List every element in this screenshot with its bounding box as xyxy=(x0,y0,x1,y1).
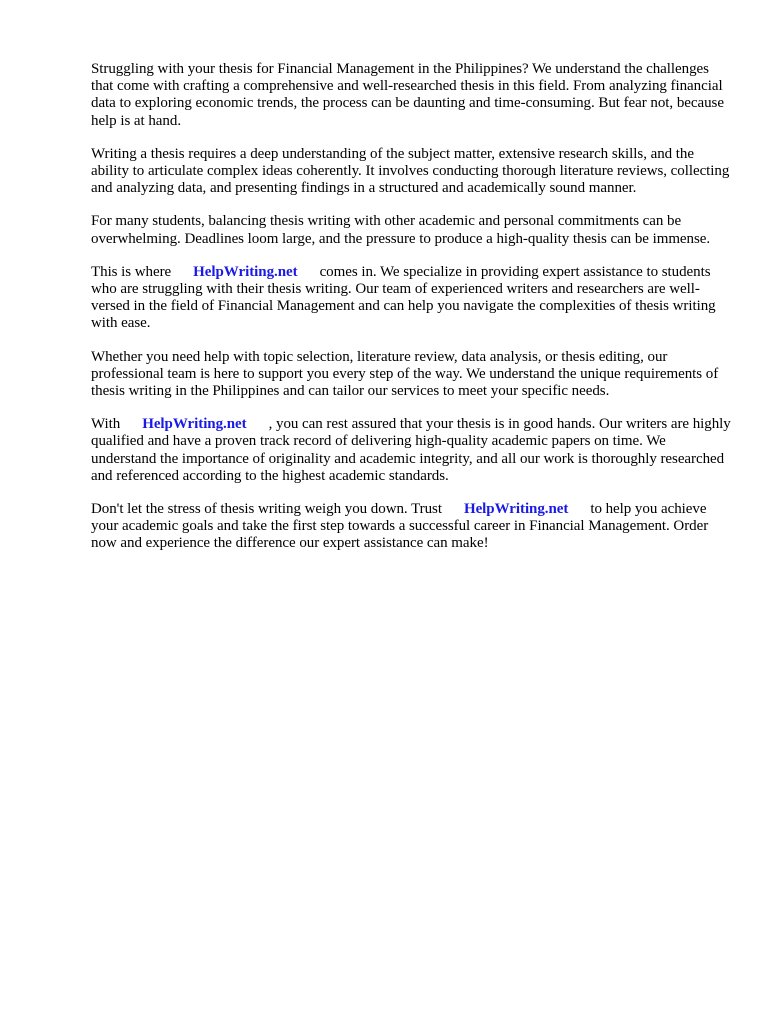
paragraph-requirements: Writing a thesis requires a deep understanding of the subject matter, extensive research skills, and the ability to articulate complex ideas coherently. It involves conducting thorough literature reviews, collecting and analyzing data, and presenting findings in a structured and academically sound manner. xyxy=(91,145,730,197)
paragraph-text: comes in. We specialize in providing expert assistance to students who are struggling with their thesis writing. Our team of experienced writers and researchers are well-versed in the field of Financial Management and can help you navigate the complexities of thesis writing with ease. xyxy=(91,263,716,332)
paragraph-text: , you can rest assured that your thesis is in good hands. Our writers are highly qualified and have a proven track record of delivering high-quality academic papers on time. We understand the importance of originality and academic integrity, and all our work is thoroughly researched and referenced according to the highest academic standards. xyxy=(91,416,731,484)
document-body xyxy=(91,61,731,569)
paragraph-intro: Struggling with your thesis for Financial Management in the Philippines? We understand the challenges that come with crafting a comprehensive and well-researched thesis in this field. From analyzing financial data to exploring economic trends, the process can be daunting and time-consuming. But fear not, because help is at hand. xyxy=(91,61,724,129)
paragraph-services: Whether you need help with topic selection, literature review, data analysis, or thesis editing, our professional team is here to support you every step of the way. We understand the unique requirements of thesis writing in the Philippines and can tailor our services to meet your specific needs. xyxy=(91,348,719,400)
paragraph-challenges: For many students, balancing thesis writing with other academic and personal commitments can be overwhelming. Deadlines loom large, and the pressure to produce a high-quality thesis can be immense. xyxy=(91,213,711,247)
paragraph-service-intro xyxy=(91,264,731,333)
paragraph-text: to help you achieve your academic goals and take the first step towards a successful career in Financial Management. Order now and experience the difference our expert assistance can make! xyxy=(91,501,709,552)
helpwriting-link[interactable]: HelpWriting.net xyxy=(193,263,298,280)
paragraph-text: Don't let the stress of thesis writing weigh you down. Trust xyxy=(91,501,442,518)
paragraph-assurance xyxy=(91,416,731,485)
helpwriting-link[interactable]: HelpWriting.net xyxy=(463,501,569,518)
paragraph-call-to-action xyxy=(91,501,731,553)
paragraph-text: With xyxy=(91,416,121,433)
paragraph-text: This is where xyxy=(91,263,172,280)
helpwriting-link[interactable]: HelpWriting.net xyxy=(142,416,247,433)
